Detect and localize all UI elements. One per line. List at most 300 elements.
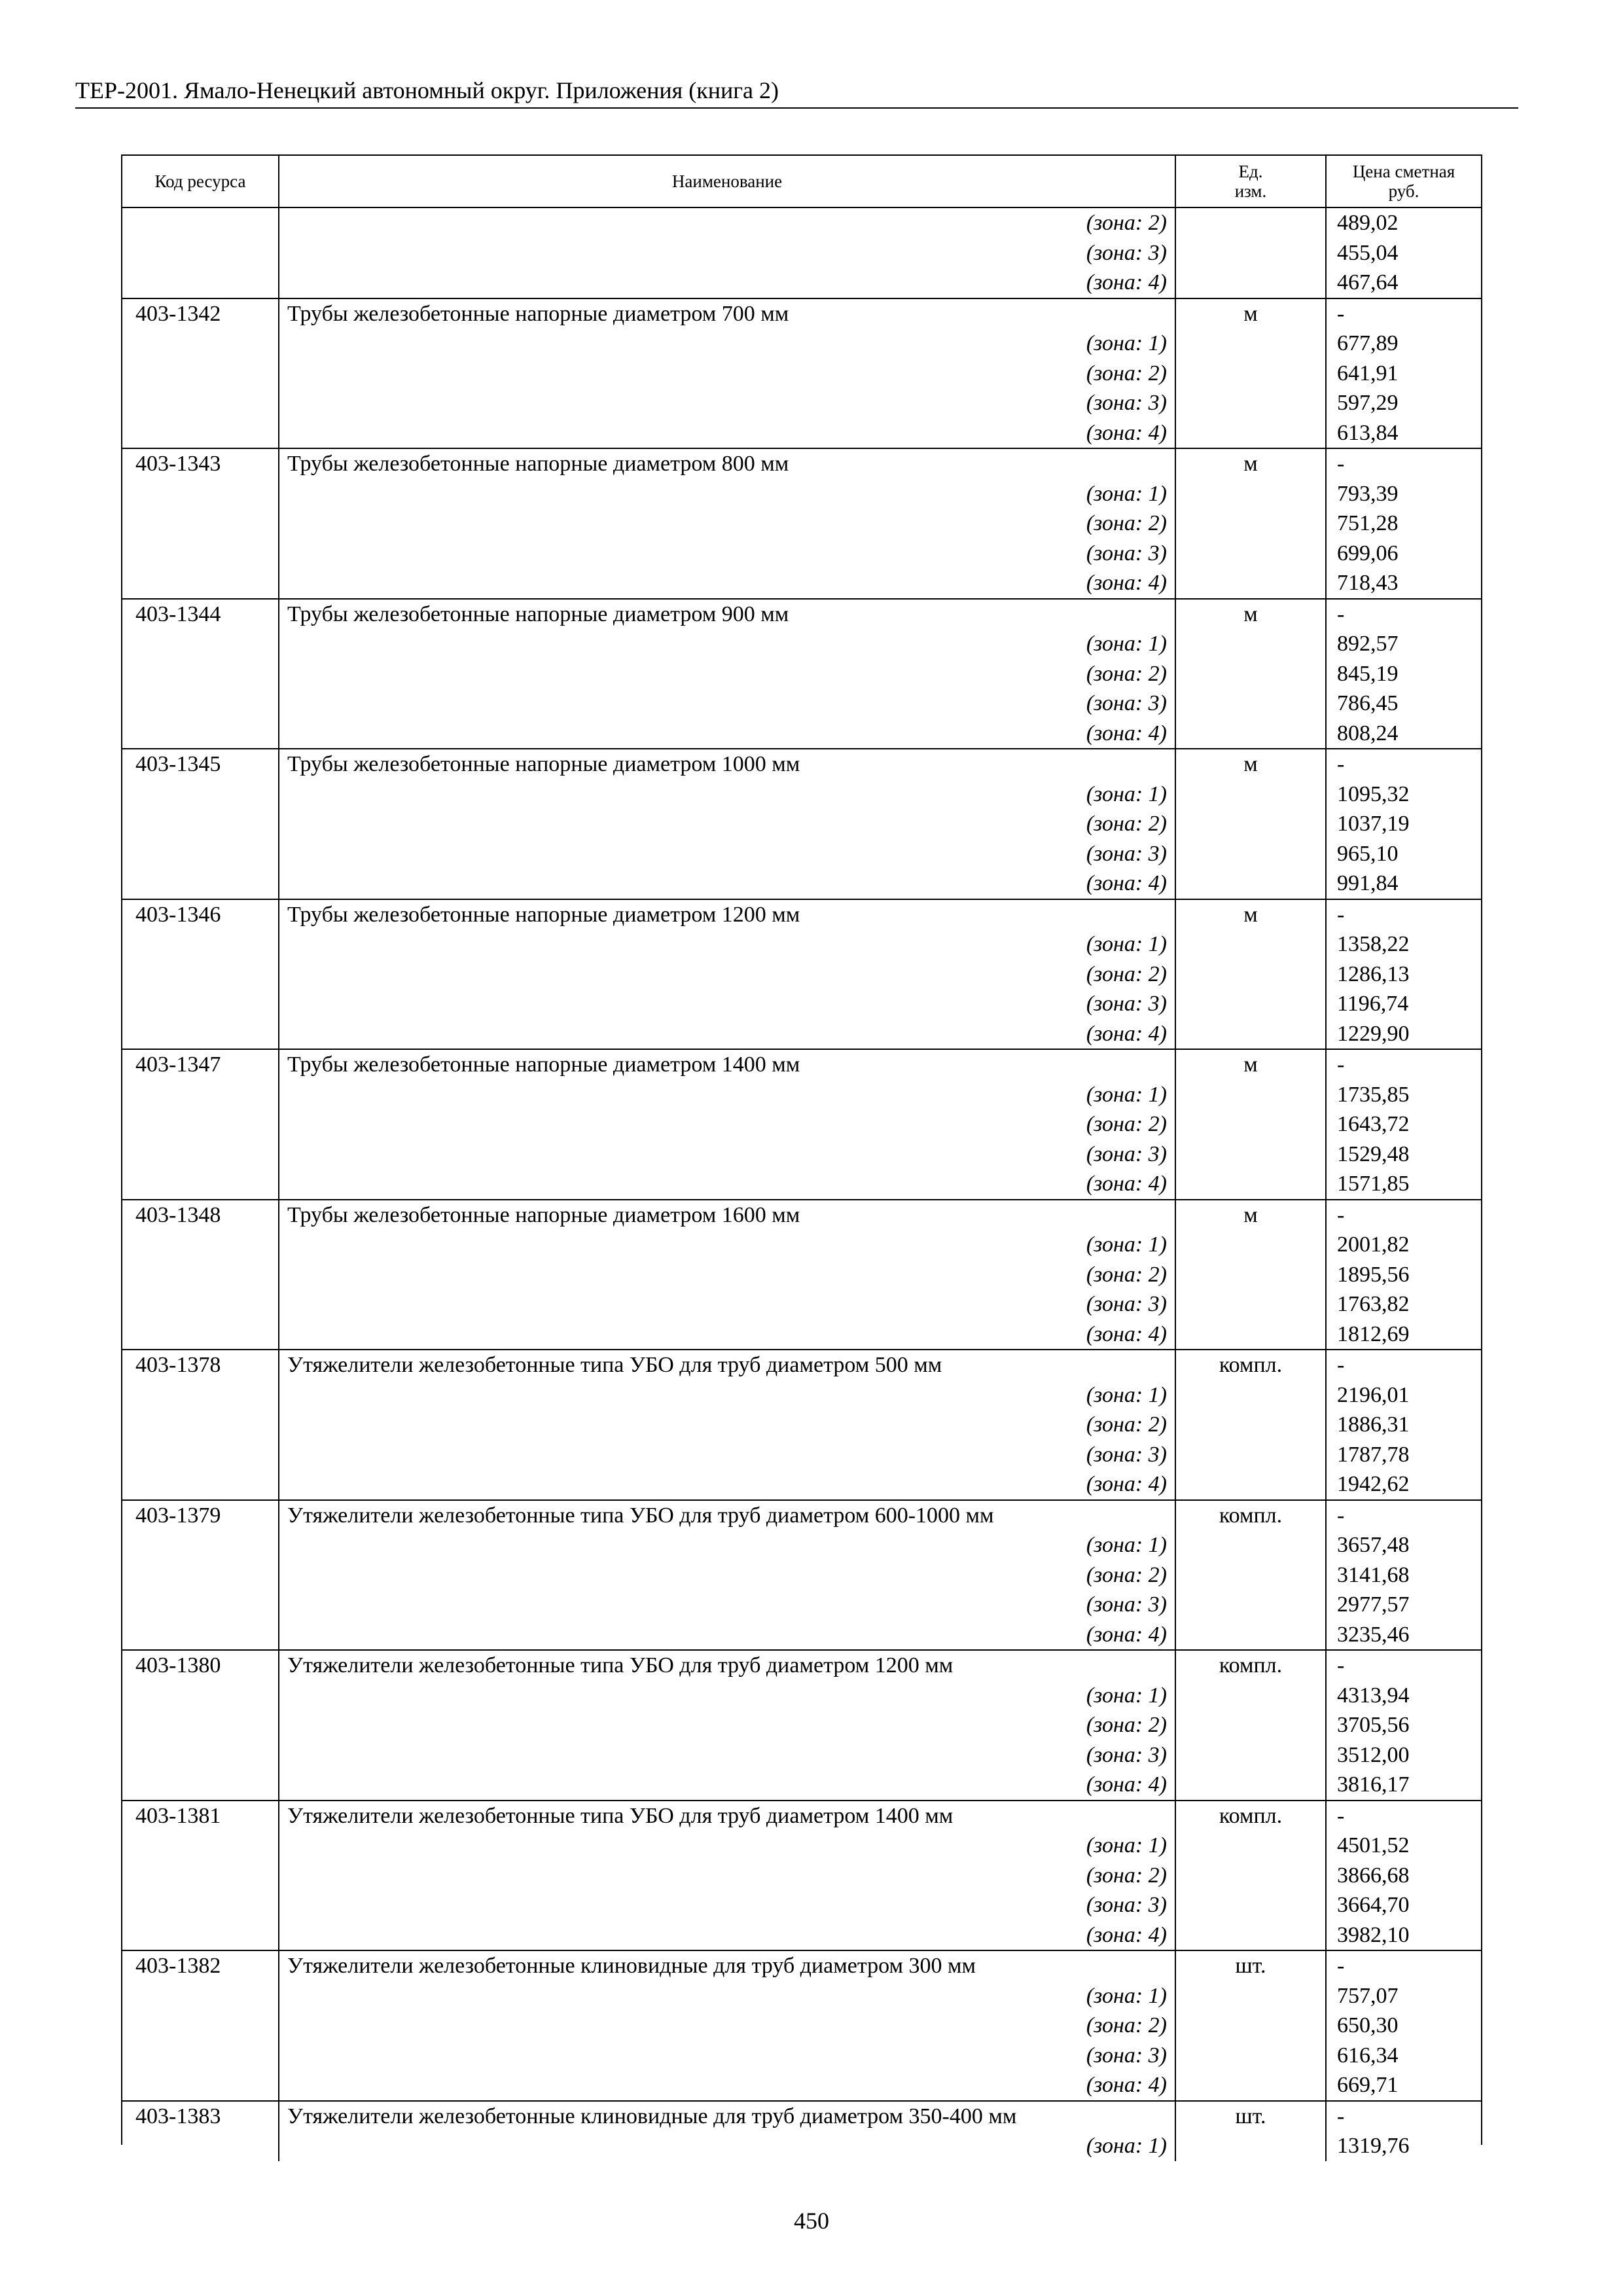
zone-price: 3705,56 (1337, 1713, 1410, 1737)
blank-line (1176, 1260, 1325, 1290)
price-cell (1327, 1501, 1481, 1650)
blank-line (135, 1920, 278, 1950)
blank-line (135, 1740, 278, 1770)
zone-price: 4501,52 (1337, 1833, 1410, 1857)
resource-code: 403-1383 (135, 2104, 221, 2128)
zone-price: 757,07 (1337, 1983, 1399, 2008)
zone-price: 677,89 (1337, 331, 1399, 355)
zone-label: (зона: 1) (1086, 632, 1167, 656)
column-header-price (1327, 156, 1481, 207)
zone-price: 1942,62 (1337, 1472, 1410, 1496)
zone-price: 1643,72 (1337, 1112, 1410, 1136)
zone-price: 3664,70 (1337, 1893, 1410, 1917)
zone-label: (зона: 1) (1086, 1833, 1167, 1857)
code-cell (122, 1350, 279, 1499)
blank-line (1176, 659, 1325, 689)
unit-value: компл. (1219, 1503, 1283, 1528)
base-price: - (1337, 752, 1345, 776)
price-cell (1327, 208, 1481, 298)
unit-cell (1176, 1501, 1327, 1650)
unit-value: м (1243, 752, 1258, 776)
resource-code: 403-1348 (135, 1202, 221, 1227)
resource-name: Трубы железобетонные напорные диаметром 1200 мм (287, 902, 800, 927)
blank-line (1176, 1590, 1325, 1620)
unit-cell (1176, 208, 1327, 298)
zone-label: (зона: 4) (1086, 1772, 1167, 1797)
blank-line (1176, 1710, 1325, 1740)
blank-line (135, 359, 278, 389)
blank-line (135, 2011, 278, 2041)
zone-price: 1886,31 (1337, 1412, 1410, 1437)
zone-price: 3982,10 (1337, 1922, 1410, 1947)
table-row-group (122, 1050, 1481, 1200)
price-cell (1327, 1651, 1481, 1800)
unit-cell (1176, 1801, 1327, 1950)
unit-cell (1176, 299, 1327, 448)
price-cell (1327, 1350, 1481, 1499)
blank-line (135, 1019, 278, 1049)
resource-code: 403-1380 (135, 1653, 221, 1677)
zone-price: 3657,48 (1337, 1533, 1410, 1557)
zone-label: (зона: 2) (1086, 1562, 1167, 1587)
price-cell (1327, 749, 1481, 899)
zone-price: 699,06 (1337, 541, 1399, 565)
zone-price: 669,71 (1337, 2073, 1399, 2097)
blank-line (135, 479, 278, 509)
column-header-name: Наименование (279, 156, 1176, 207)
zone-price: 1735,85 (1337, 1082, 1410, 1107)
zone-label: (зона: 4) (1086, 571, 1167, 595)
zone-price: 1895,56 (1337, 1262, 1410, 1287)
column-header-unit-line1: Ед. (1238, 162, 1263, 181)
resource-code: 403-1343 (135, 452, 221, 476)
resource-name: Трубы железобетонные напорные диаметром 1000 мм (287, 752, 800, 776)
name-cell (279, 2102, 1176, 2161)
name-cell (279, 1801, 1176, 1950)
resource-code: 403-1346 (135, 902, 221, 927)
blank-line (135, 1230, 278, 1260)
zone-label: (зона: 3) (1086, 1742, 1167, 1767)
blank-line (1176, 268, 1325, 298)
blank-line (1176, 1981, 1325, 2011)
zone-label: (зона: 4) (1086, 871, 1167, 895)
zone-label: (зона: 2) (1086, 1112, 1167, 1136)
zone-price: 2977,57 (1337, 1592, 1410, 1617)
code-cell (122, 900, 279, 1049)
resource-code: 403-1382 (135, 1954, 221, 1978)
name-cell (279, 1501, 1176, 1650)
blank-line (135, 1469, 278, 1499)
code-cell (122, 1801, 279, 1950)
zone-label: (зона: 4) (1086, 1472, 1167, 1496)
blank-line (135, 238, 278, 268)
unit-cell (1176, 1200, 1327, 1350)
name-cell (279, 749, 1176, 899)
blank-line (1176, 1109, 1325, 1139)
zone-price: 597,29 (1337, 391, 1399, 415)
resource-code: 403-1342 (135, 301, 221, 326)
blank-line (135, 539, 278, 569)
page-number: 450 (794, 2208, 829, 2234)
zone-label: (зона: 4) (1086, 1172, 1167, 1196)
blank-line (135, 1289, 278, 1319)
blank-line (1176, 568, 1325, 598)
table-row-group (122, 449, 1481, 600)
blank-line (135, 2131, 278, 2161)
zone-price: 845,19 (1337, 661, 1399, 686)
zone-label: (зона: 4) (1086, 1021, 1167, 1046)
zone-label: (зона: 4) (1086, 1922, 1167, 1947)
blank-line (1176, 1920, 1325, 1950)
unit-value: м (1243, 452, 1258, 476)
base-price: - (1337, 301, 1345, 326)
base-price: - (1337, 601, 1345, 626)
name-cell (279, 208, 1176, 298)
blank-line (135, 839, 278, 869)
blank-line (135, 1169, 278, 1199)
unit-cell (1176, 1651, 1327, 1800)
name-cell (279, 600, 1176, 749)
zone-label: (зона: 2) (1086, 961, 1167, 986)
blank-line (135, 719, 278, 749)
code-cell (122, 600, 279, 749)
zone-label: (зона: 2) (1086, 1713, 1167, 1737)
name-cell (279, 1651, 1176, 1800)
zone-price: 1571,85 (1337, 1172, 1410, 1196)
zone-label: (зона: 3) (1086, 541, 1167, 565)
blank-line (1176, 1440, 1325, 1470)
table-row-group (122, 2102, 1481, 2161)
blank-line (1176, 1289, 1325, 1319)
blank-line (135, 689, 278, 719)
blank-line (135, 1861, 278, 1891)
blank-line (1176, 780, 1325, 810)
table-row-group (122, 299, 1481, 450)
blank-line (1176, 1770, 1325, 1800)
zone-price: 1812,69 (1337, 1321, 1410, 1346)
unit-value: м (1243, 1202, 1258, 1227)
blank-line (1176, 2041, 1325, 2071)
table-row-group (122, 1350, 1481, 1501)
resource-code: 403-1378 (135, 1353, 221, 1377)
blank-line (135, 329, 278, 359)
zone-price: 1229,90 (1337, 1021, 1410, 1046)
blank-line (1176, 1740, 1325, 1770)
zone-price: 751,28 (1337, 511, 1399, 535)
zone-price: 1358,22 (1337, 932, 1410, 956)
price-cell (1327, 900, 1481, 1049)
zone-label: (зона: 2) (1086, 361, 1167, 386)
zone-label: (зона: 4) (1086, 2073, 1167, 2097)
unit-value: м (1243, 601, 1258, 626)
base-price: - (1337, 1353, 1345, 1377)
unit-value: м (1243, 902, 1258, 927)
name-cell (279, 1200, 1176, 1350)
zone-price: 1095,32 (1337, 781, 1410, 806)
zone-price: 641,91 (1337, 361, 1399, 386)
unit-value: компл. (1219, 1803, 1283, 1828)
base-price: - (1337, 1653, 1345, 1677)
unit-value: компл. (1219, 1353, 1283, 1377)
zone-price: 489,02 (1337, 211, 1399, 235)
blank-line (1176, 869, 1325, 899)
column-header-code: Код ресурса (122, 156, 279, 207)
blank-line (135, 1139, 278, 1170)
blank-line (1176, 1681, 1325, 1711)
blank-line (135, 509, 278, 539)
unit-cell (1176, 449, 1327, 598)
blank-line (1176, 1230, 1325, 1260)
blank-line (135, 1319, 278, 1350)
name-cell (279, 1350, 1176, 1499)
blank-line (135, 1560, 278, 1590)
blank-line (135, 1981, 278, 2011)
blank-line (135, 388, 278, 418)
document-title: ТЕР-2001. Ямало-Ненецкий автономный округ. Приложения (книга 2) (75, 77, 779, 103)
blank-line (1176, 2131, 1325, 2161)
blank-line (1176, 2011, 1325, 2041)
code-cell (122, 1501, 279, 1650)
zone-label: (зона: 3) (1086, 992, 1167, 1016)
zone-price: 2196,01 (1337, 1382, 1410, 1407)
zone-label: (зона: 2) (1086, 1863, 1167, 1888)
table-row-group-continued (122, 208, 1481, 299)
blank-line (135, 1440, 278, 1470)
blank-line (135, 1109, 278, 1139)
code-cell (122, 299, 279, 448)
zone-label: (зона: 2) (1086, 1412, 1167, 1437)
blank-line (135, 989, 278, 1019)
resource-name: Утяжелители железобетонные клиновидные для труб диаметром 350-400 мм (287, 2104, 1017, 2128)
blank-line (1176, 238, 1325, 268)
resource-name: Трубы железобетонные напорные диаметром 800 мм (287, 452, 789, 476)
unit-value: м (1243, 301, 1258, 326)
blank-line (135, 1080, 278, 1110)
blank-line (1176, 329, 1325, 359)
table-header (122, 156, 1481, 208)
unit-cell (1176, 1951, 1327, 2100)
zone-label: (зона: 2) (1086, 812, 1167, 836)
zone-label: (зона: 1) (1086, 2134, 1167, 2158)
resource-code: 403-1344 (135, 601, 221, 626)
column-header-unit (1176, 156, 1327, 207)
column-header-price-line2: руб. (1388, 181, 1419, 201)
zone-label: (зона: 3) (1086, 1592, 1167, 1617)
unit-cell (1176, 1350, 1327, 1499)
zone-label: (зона: 3) (1086, 240, 1167, 265)
blank-line (1176, 1080, 1325, 1110)
blank-line (1176, 1831, 1325, 1861)
zone-price: 2001,82 (1337, 1232, 1410, 1257)
blank-line (1176, 809, 1325, 839)
zone-label: (зона: 1) (1086, 1232, 1167, 1257)
table-row-group (122, 600, 1481, 750)
price-cell (1327, 1050, 1481, 1199)
price-cell (1327, 1951, 1481, 2100)
zone-price: 650,30 (1337, 2013, 1399, 2037)
blank-line (1176, 1169, 1325, 1199)
price-cell (1327, 600, 1481, 749)
code-cell (122, 449, 279, 598)
name-cell (279, 449, 1176, 598)
blank-line (1176, 388, 1325, 418)
zone-price: 892,57 (1337, 632, 1399, 656)
resource-code: 403-1347 (135, 1052, 221, 1077)
price-cell (1327, 1200, 1481, 1350)
zone-label: (зона: 2) (1086, 211, 1167, 235)
unit-value: шт. (1235, 1954, 1266, 1978)
blank-line (135, 1530, 278, 1560)
zone-label: (зона: 1) (1086, 1082, 1167, 1107)
zone-price: 965,10 (1337, 841, 1399, 866)
blank-line (1176, 1560, 1325, 1590)
blank-line (135, 1770, 278, 1800)
zone-price: 1286,13 (1337, 961, 1410, 986)
zone-label: (зона: 1) (1086, 1533, 1167, 1557)
blank-line (1176, 208, 1325, 238)
blank-line (135, 1380, 278, 1410)
code-cell (122, 1951, 279, 2100)
resource-code: 403-1381 (135, 1803, 221, 1828)
resource-code: 403-1345 (135, 752, 221, 776)
zone-price: 1787,78 (1337, 1442, 1410, 1467)
blank-line (1176, 1890, 1325, 1920)
blank-line (135, 568, 278, 598)
base-price: - (1337, 902, 1345, 927)
zone-price: 991,84 (1337, 871, 1399, 895)
zone-label: (зона: 3) (1086, 391, 1167, 415)
blank-line (135, 2041, 278, 2071)
blank-line (1176, 418, 1325, 448)
blank-line (135, 869, 278, 899)
unit-cell (1176, 600, 1327, 749)
table-row-group (122, 1651, 1481, 1801)
unit-value: шт. (1235, 2104, 1266, 2128)
zone-price: 786,45 (1337, 691, 1399, 715)
blank-line (1176, 1530, 1325, 1560)
column-header-unit-line2: изм. (1234, 181, 1267, 201)
price-cell (1327, 299, 1481, 448)
blank-line (135, 929, 278, 960)
blank-line (1176, 479, 1325, 509)
resource-name: Утяжелители железобетонные типа УБО для труб диаметром 500 мм (287, 1353, 942, 1377)
base-price: - (1337, 2104, 1345, 2128)
blank-line (135, 960, 278, 990)
resource-name: Утяжелители железобетонные типа УБО для труб диаметром 1400 мм (287, 1803, 954, 1828)
base-price: - (1337, 1803, 1345, 1828)
blank-line (135, 1890, 278, 1920)
unit-value: компл. (1219, 1653, 1283, 1677)
name-cell (279, 1951, 1176, 2100)
unit-cell (1176, 2102, 1327, 2161)
zone-label: (зона: 3) (1086, 841, 1167, 866)
zone-price: 4313,94 (1337, 1683, 1410, 1708)
unit-cell (1176, 749, 1327, 899)
blank-line (1176, 1380, 1325, 1410)
table-body (122, 208, 1481, 2161)
blank-line (135, 1260, 278, 1290)
code-cell (122, 749, 279, 899)
blank-line (135, 659, 278, 689)
page-header (75, 73, 1518, 109)
zone-price: 1319,76 (1337, 2134, 1410, 2158)
zone-price: 793,39 (1337, 481, 1399, 506)
zone-label: (зона: 1) (1086, 331, 1167, 355)
blank-line (1176, 1410, 1325, 1440)
zone-label: (зона: 2) (1086, 2013, 1167, 2037)
zone-label: (зона: 4) (1086, 721, 1167, 745)
zone-price: 3235,46 (1337, 1622, 1410, 1647)
price-cell (1327, 1801, 1481, 1950)
table-row-group (122, 1801, 1481, 1952)
unit-cell (1176, 1050, 1327, 1199)
blank-line (1176, 929, 1325, 960)
zone-label: (зона: 1) (1086, 932, 1167, 956)
blank-line (135, 268, 278, 298)
code-cell (122, 2102, 279, 2161)
base-price: - (1337, 452, 1345, 476)
zone-label: (зона: 3) (1086, 1292, 1167, 1316)
name-cell (279, 900, 1176, 1049)
price-cell (1327, 449, 1481, 598)
zone-label: (зона: 1) (1086, 1683, 1167, 1708)
zone-price: 3866,68 (1337, 1863, 1410, 1888)
blank-line (1176, 1861, 1325, 1891)
blank-line (1176, 689, 1325, 719)
zone-price: 1196,74 (1337, 992, 1409, 1016)
resource-name: Трубы железобетонные напорные диаметром 1400 мм (287, 1052, 800, 1077)
blank-line (1176, 989, 1325, 1019)
blank-line (135, 1410, 278, 1440)
blank-line (135, 1681, 278, 1711)
zone-price: 3141,68 (1337, 1562, 1410, 1587)
resource-name: Утяжелители железобетонные клиновидные для труб диаметром 300 мм (287, 1954, 976, 1978)
zone-label: (зона: 1) (1086, 481, 1167, 506)
zone-label: (зона: 3) (1086, 1141, 1167, 1166)
blank-line (1176, 1319, 1325, 1350)
price-table (121, 154, 1482, 2158)
zone-price: 616,34 (1337, 2043, 1399, 2068)
blank-line (135, 1590, 278, 1620)
zone-price: 613,84 (1337, 420, 1399, 445)
blank-line (135, 418, 278, 448)
zone-label: (зона: 4) (1086, 270, 1167, 295)
code-cell (122, 1050, 279, 1199)
zone-label: (зона: 1) (1086, 1983, 1167, 2008)
blank-line (1176, 2070, 1325, 2100)
table-row-group (122, 1501, 1481, 1651)
resource-name: Трубы железобетонные напорные диаметром 1600 мм (287, 1202, 800, 1227)
blank-line (1176, 1019, 1325, 1049)
zone-label: (зона: 2) (1086, 511, 1167, 535)
zone-price: 467,64 (1337, 270, 1399, 295)
code-cell (122, 1200, 279, 1350)
blank-line (135, 1831, 278, 1861)
blank-line (1176, 1620, 1325, 1650)
zone-label: (зона: 4) (1086, 1321, 1167, 1346)
price-cell (1327, 2102, 1481, 2161)
zone-label: (зона: 4) (1086, 1622, 1167, 1647)
zone-price: 3512,00 (1337, 1742, 1410, 1767)
blank-line (1176, 839, 1325, 869)
zone-price: 808,24 (1337, 721, 1399, 745)
zone-price: 718,43 (1337, 571, 1399, 595)
zone-price: 1763,82 (1337, 1292, 1410, 1316)
blank-line (135, 809, 278, 839)
blank-line (135, 208, 278, 238)
zone-label: (зона: 3) (1086, 691, 1167, 715)
zone-label: (зона: 3) (1086, 1893, 1167, 1917)
